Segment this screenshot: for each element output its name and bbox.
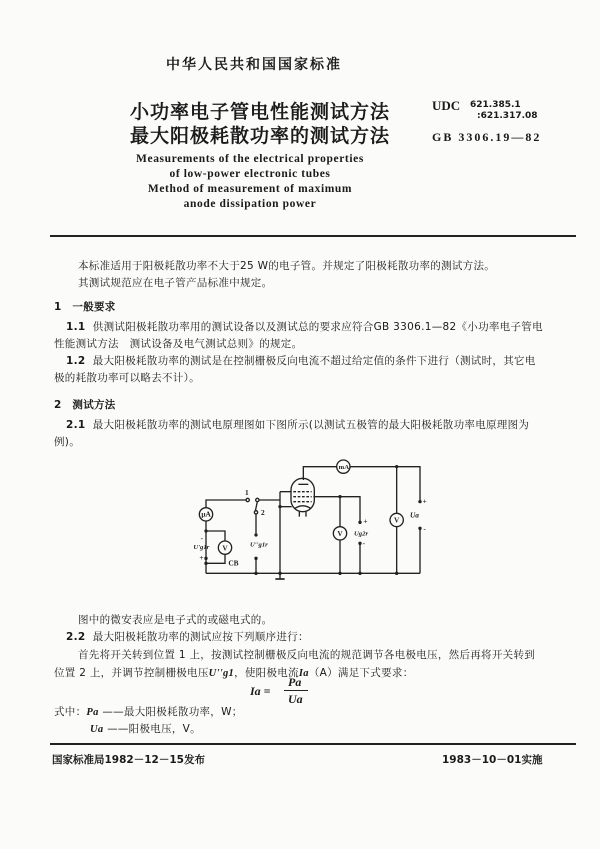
- section1-heading: 1 一般要求: [54, 301, 116, 313]
- voltmeter-label: V: [222, 543, 228, 553]
- para-number: 1.2: [66, 355, 86, 367]
- section2-heading: 2 测试方法: [54, 399, 116, 411]
- title-en-line2: of low-power electronic tubes: [169, 168, 331, 180]
- switch-contact-2: [254, 511, 257, 514]
- microammeter-label: μA: [201, 509, 211, 519]
- para-2-2: [66, 629, 309, 644]
- fraction-bar: [284, 690, 308, 691]
- para-2-1-line1: [66, 417, 529, 432]
- switch-position-1: 1: [245, 488, 249, 497]
- minus-sign: -: [423, 524, 426, 533]
- para-text: 最大阳极耗散功率的测试应按下列顺序进行：: [92, 631, 309, 643]
- para-1-2-line1: [66, 353, 536, 368]
- var-i-a: Ia: [298, 668, 309, 679]
- formula-denominator: Ua: [288, 692, 303, 706]
- voltmeter-label: V: [337, 529, 343, 538]
- plus-sign: +: [422, 496, 427, 506]
- footer-divider: [50, 743, 576, 745]
- u-g2-label: Ug2r: [354, 530, 369, 538]
- para-number: 2.2: [66, 631, 86, 643]
- u-g1-dprime-label: U''g1r: [250, 541, 268, 549]
- para-text: 供测试阳极耗散功率用的测试设备以及测试总的要求应符合GB 3306.1—82《小功率电子管电: [92, 321, 543, 333]
- plus-sign: +: [199, 553, 204, 562]
- para-1-2-line2: 极的耗散功率可以略去不计）。: [54, 372, 200, 384]
- plus-sign: +: [363, 516, 368, 526]
- text: 位置 2 上，并调节控制栅极电压: [54, 667, 209, 679]
- para-1-1-line2: 性能测试方法 测试设备及电气测试总则》的规定。: [54, 338, 303, 350]
- issued-date: 国家标准局1982－12－15发布: [52, 754, 205, 766]
- intro-line2: 其测试规范应在电子管产品标准中规定。: [78, 277, 273, 289]
- u-g1-prime-label: U'g1r: [193, 544, 210, 551]
- milliammeter-label: mA: [338, 464, 350, 471]
- var-u-a: Ua: [90, 724, 104, 735]
- minus-sign: -: [362, 538, 366, 548]
- title-en-line1: Measurements of the electrical properties: [136, 153, 364, 165]
- voltmeter-label: V: [394, 515, 400, 525]
- var-u-g1: U''g1: [208, 668, 235, 679]
- where-label: 式中：: [54, 706, 87, 718]
- switch-position-2: 2: [261, 508, 265, 517]
- text: （A）满足下式要求：: [308, 667, 414, 679]
- title-cn-line1: 小功率电子管电性能测试方法: [130, 101, 391, 123]
- var-p-a: Pa: [86, 707, 99, 718]
- effective-date: 1983－10－01实施: [442, 754, 543, 766]
- title-cn-line2: 最大阳极耗散功率的测试方法: [130, 125, 391, 147]
- national-standard-heading: 中华人民共和国国家标准: [166, 57, 342, 73]
- definition-2: [90, 721, 201, 736]
- udc-line2: :621.317.08: [477, 111, 538, 121]
- udc-line1: 621.385.1: [470, 100, 521, 110]
- formula-numerator: Pa: [288, 675, 302, 689]
- definition-text: ——阳极电压，V。: [107, 723, 201, 735]
- circuit-diagram: [180, 445, 429, 585]
- vacuum-tube-symbol: [291, 478, 314, 516]
- para-text: 最大阳极耗散功率的测试电原理图如下图所示(以测试五极管的最大阳极耗散功率电原理图为: [92, 419, 530, 431]
- procedure-line1: 首先将开关转到位置 1 上，按测试控制栅极反向电流的规范调节各电极电压，然后再将开关转到: [78, 649, 536, 661]
- switch-contact-1: [246, 498, 249, 501]
- definition-1: [54, 704, 243, 719]
- gb-number: GB 3306.19—82: [432, 130, 542, 144]
- para-1-1-line1: [66, 319, 543, 334]
- para-text: 最大阳极耗散功率的测试是在控制栅极反向电流不超过给定值的条件下进行（测试时，其它电: [92, 355, 536, 367]
- figure-note: 图中的微安表应是电子式的或磁电式的。: [78, 614, 273, 626]
- formula-lhs: Ia =: [250, 684, 271, 698]
- definition-text: ——最大阳极耗散功率，W；: [102, 706, 243, 718]
- minus-sign: -: [200, 533, 204, 543]
- para-2-1-line2: 例)。: [54, 436, 80, 448]
- para-number: 2.1: [66, 419, 86, 431]
- title-en-line3: Method of measurement of maximum: [147, 183, 353, 195]
- udc-label: UDC: [432, 98, 461, 113]
- text: ，使阳极电流: [234, 667, 299, 679]
- title-en-line4: anode dissipation power: [183, 198, 317, 210]
- intro-line1: 本标准适用于阳极耗散功率不大于25 W的电子管。并规定了阳极耗散功率的测试方法。: [78, 260, 496, 272]
- para-number: 1.1: [66, 321, 86, 333]
- header-divider: [50, 235, 576, 237]
- procedure-line2: [54, 665, 414, 680]
- u-a-label: Ua: [410, 510, 419, 520]
- cb-label: CB: [228, 558, 239, 568]
- switch-pivot: [256, 498, 259, 501]
